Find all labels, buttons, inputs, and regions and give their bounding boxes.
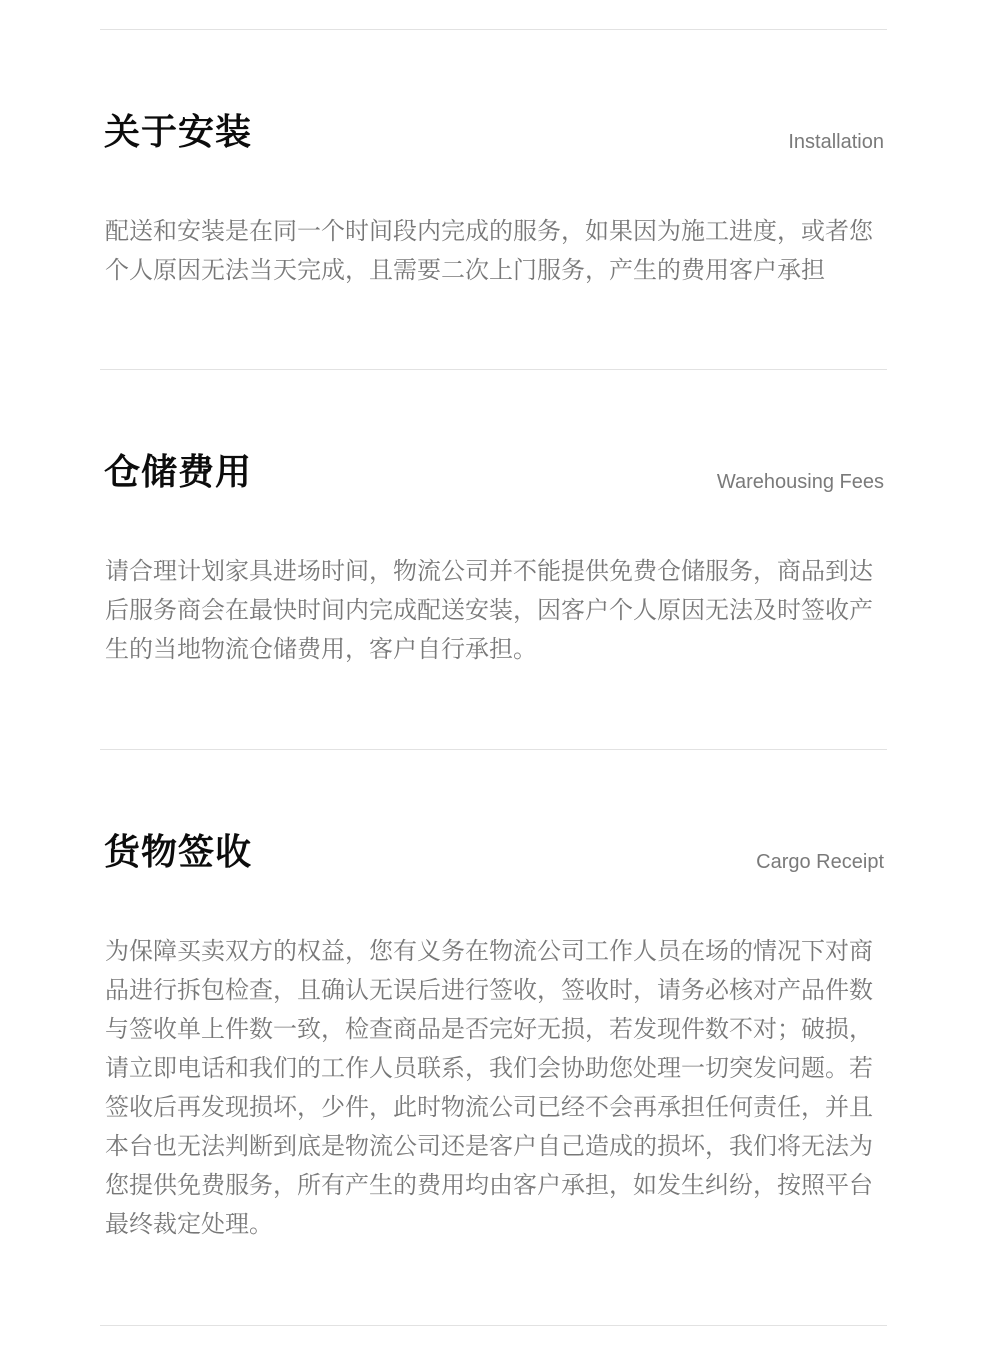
section-title-cargo-receipt: 货物签收 (104, 832, 253, 873)
section-subtitle-installation: Installation (788, 131, 884, 153)
section-body-installation: 配送和安装是在同一个时间段内完成的服务，如果因为施工进度，或者您个人原因无法当天完成，且需要二次上门服务，产生的费用客户承担 (105, 217, 873, 284)
section-title-installation: 关于安装 (104, 112, 253, 153)
section-subtitle-cargo-receipt: Cargo Receipt (756, 851, 884, 873)
section-body-warehousing: 请合理计划家具进场时间，物流公司并不能提供免费仓储服务，商品到达后服务商会在最快时间内完成配送安装，因客户个人原因无法及时签收产生的当地物流仓储费用，客户自行承担。 (105, 557, 873, 663)
section-divider-bottom (100, 1325, 887, 1326)
section-divider-top (100, 29, 887, 30)
section-body-cargo-receipt: 为保障买卖双方的权益，您有义务在物流公司工作人员在场的情况下对商品进行拆包检查，且确认无误后进行签收，签收时，请务必核对产品件数与签收单上件数一致，检查商品是否完好无损，若发现件数不对；破损，请立即电话和我们的工作人员联系，我们会协助您处理一切突发问题。若签收后再发现损坏，少件，此时物流公司已经不会再承担任何责任，并且本台也无法判断到底是物流公司还是客户自己造成的损坏，我们将无法为您提供免费服务，所有产生的费用均由客户承担，如发生纠纷，按照平台最终裁定处理。 (105, 937, 873, 1238)
section-title-warehousing: 仓储费用 (104, 452, 253, 493)
section-divider-2 (100, 749, 887, 750)
section-subtitle-warehousing: Warehousing Fees (716, 471, 884, 493)
section-divider-1 (100, 369, 887, 370)
